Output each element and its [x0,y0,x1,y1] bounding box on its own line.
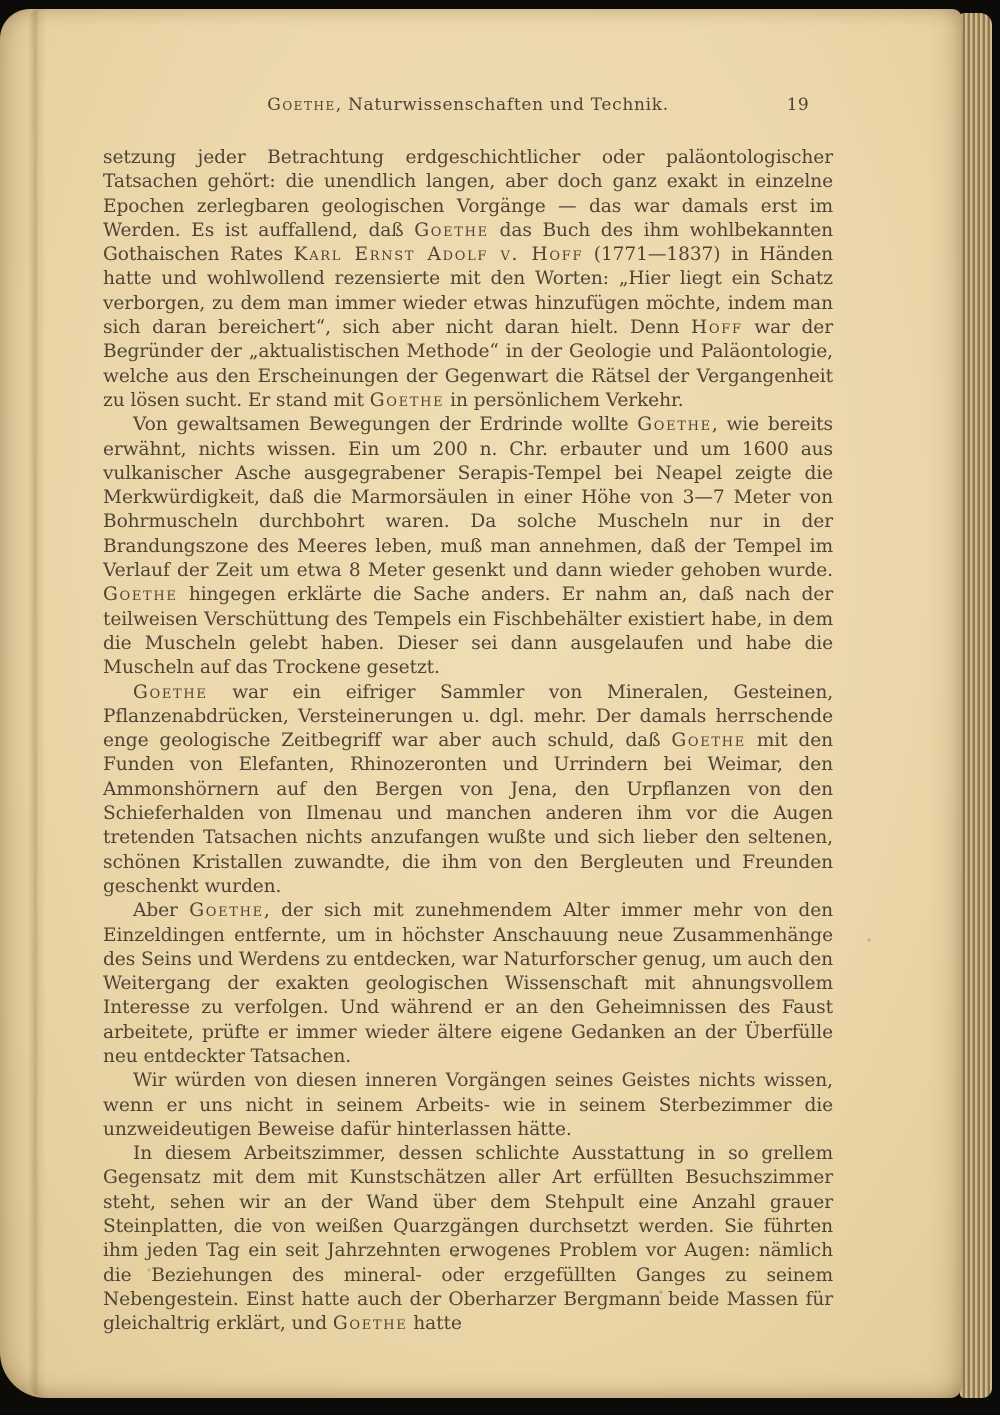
paragraph [103,899,833,1069]
smallcaps-name: Goethe [671,730,746,752]
smallcaps-name: Goethe [332,1313,408,1335]
page-content [103,9,833,1337]
smallcaps-name: Goethe [637,414,712,436]
running-title [267,95,669,115]
text-run: (1771—1837) in Händen hatte und wohlwollend rezensierte mit den Worten: „Hier liegt ein Schatz verborgen, zu dem man immer wieder etwas hinzufügen möchte, indem man sich daran bereichert“, sich aber nicht daran hielt. Denn [103,244,833,339]
text-run: In diesem Arbeitszimmer, dessen schlichte Ausstattung in so grellem Gegensatz mit dem mit Kunstschätzen aller Art erfüllten Besuchszimmer steht, sehen wir an der Wand über dem Stehpult eine Anzahl grauer Steinplatten, die von weißen Quarzgängen durchsetzt werden. Sie führten ihm jeden Tag ein seit Jahrzehnten erwogenes Problem vor Augen: nämlich die Beziehungen des mineral- oder erzgefüllten Ganges zu seinem Nebengestein. Einst hatte auch der Oberharzer Bergmann beide Massen für gleichaltrig erklärt, und [103,1143,833,1335]
page-header [103,95,833,119]
smallcaps-name: Goethe [267,95,336,115]
text-block [103,146,833,1337]
text-run: mit den Funden von Elefanten, Rhinozeronten und Urrindern bei Weimar, den Ammonshörnern auf den Bergen von Jena, den Urpflanzen von den Schieferhalden von Ilmenau und manchen anderen ihm vor die Augen tretenden Tatsachen nichts anzufangen wußte und sich lieber den seltenen, schönen Kristallen zuwandte, die ihm von den Bergleuten und Freunden geschenkt wurden. [103,730,833,897]
paragraph [103,146,833,413]
text-run: Wir würden von diesen inneren Vorgängen seines Geistes nichts wissen, wenn er uns nicht in seinem Arbeits- wie in seinem Sterbezimmer die unzweideutigen Beweise dafür hinterlassen hätte. [103,1070,833,1140]
text-run: hingegen erklärte die Sache anders. Er nahm an, daß nach der teilweisen Verschüttung des Tempels ein Fischbehälter existiert habe, in dem die Muscheln gelebt haben. Dieser sei dann ausgelaufen und habe die Muscheln auf das Trockene gesetzt. [103,584,833,679]
text-run: Von gewaltsamen Bewegungen der Erdrinde wollte [133,414,638,436]
smallcaps-name: Goethe [189,900,264,922]
paragraph [103,413,833,680]
book-fore-edge [960,13,992,1398]
text-run: in persönlichem Verkehr. [444,389,684,411]
text-run: , der sich mit zunehmendem Alter immer mehr von den Einzeldingen entfernte, um in höchster Anschauung neue Zusammenhänge des Seins und Werdens zu entdecken, war Naturforscher genug, um auch den Weitergang der exakten geologischen Wissenschaft mit ahnungsvollem Interesse zu verfolgen. Und während er an den Geheimnissen des Faust arbeitete, prüfte er immer wieder ältere eigene Gedanken an der Überfülle neu entdeckter Tatsachen. [103,900,833,1067]
book-page [0,9,962,1398]
text-run: war der Begründer der „aktualistischen Methode“ in der Geologie und Paläontologie, welche aus den Erscheinungen der Gegenwart die Rätsel der Vergangenheit zu lösen sucht. Er stand mit [103,317,833,411]
text-run: , Naturwissenschaften und Technik. [335,95,669,115]
gutter-shadow [28,9,46,1398]
paragraph [103,1142,833,1336]
smallcaps-name: Hoff [691,317,743,339]
paragraph [103,681,833,900]
text-run: das Buch des ihm wohlbekannten Gothaischen Rates [103,219,833,266]
paper-specks [0,9,2,11]
smallcaps-name: Karl Ernst Adolf v. Hoff [293,244,584,266]
smallcaps-name: Goethe [103,584,178,606]
text-run: setzung jeder Betrachtung erdgeschichtlicher oder paläontologischer Tatsachen gehört: die unendlich langen, aber doch ganz exakt in einzelne Epochen zerlegbaren geologischen Vorgänge — das war damals erst im Werden. Es ist auffallend, daß [103,147,833,241]
paragraph [103,1069,833,1142]
smallcaps-name: Goethe [414,219,489,241]
text-run: war ein eifriger Sammler von Mineralen, Gesteinen, Pflanzenabdrücken, Versteinerungen u. dgl. mehr. Der damals herrschende enge geologische Zeitbegriff war aber auch schuld, daß [103,681,833,752]
text-run: hatte [407,1313,462,1335]
smallcaps-name: Goethe [369,389,445,411]
text-run: Aber [133,900,190,922]
text-run: , wie bereits erwähnt, nichts wissen. Ein um 200 n. Chr. erbauter und um 1600 aus vulkanischer Asche ausgegrabener Serapis-Tempel bei Neapel zeigte die Merkwürdigkeit, daß die Marmorsäulen in einer Höhe von 3—7 Meter von Bohrmuscheln durchbohrt waren. Da solche Muscheln nur in der Brandungszone des Meeres leben, muß man annehmen, daß der Tempel im Verlauf der Zeit um etwa 8 Meter gesenkt und dann wieder gehoben wurde. [103,414,833,582]
smallcaps-name: Goethe [133,681,208,703]
page-number: 19 [786,95,809,115]
